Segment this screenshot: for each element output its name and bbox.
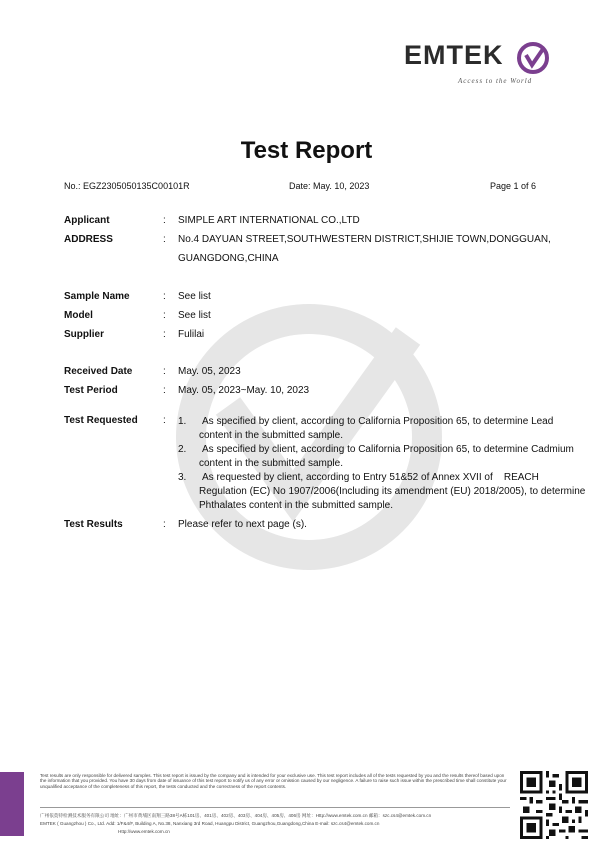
logo-tagline: Access to the World	[458, 77, 533, 85]
received-date-label: Received Date	[64, 366, 133, 377]
request-2-number: 2.	[178, 444, 187, 455]
test-period-label: Test Period	[64, 385, 118, 396]
request-2-line-2: content in the submitted sample.	[199, 458, 343, 469]
colon: :	[163, 366, 166, 377]
logo-wordmark: EMTEK	[404, 40, 504, 70]
address-label: ADDRESS	[64, 234, 113, 245]
colon: :	[163, 385, 166, 396]
request-1-line-2: content in the submitted sample.	[199, 430, 343, 441]
request-3-line-3: Phthalates content in the submitted sample.	[199, 500, 394, 511]
footer-divider	[40, 807, 510, 808]
colon: :	[163, 415, 166, 426]
colon: :	[163, 291, 166, 302]
footer-address-en: EMTEK ( Guangzhou ) Co., Ltd. Add: 1/F&4/F, Building A, No.38, Nanxiang 3rd Road, Huangpu District, Guangzhou,Guangdong,China E-mail: szc.cs4@emtek.com.cn	[40, 821, 380, 826]
supplier-label: Supplier	[64, 329, 105, 340]
footer-website: Http://www.emtek.com.cn	[118, 829, 170, 834]
sample-name-value: See list	[178, 291, 211, 302]
test-results-value: Please refer to next page (s).	[178, 519, 307, 530]
sample-name-label: Sample Name	[64, 291, 130, 302]
footer-accent-bar	[0, 772, 24, 836]
supplier-value: Fulilai	[178, 329, 205, 340]
request-3-line-2: Regulation (EC) No 1907/2006(Including its amendment (EU) 2018/2005), to determine	[199, 486, 586, 497]
colon: :	[163, 234, 166, 245]
model-label: Model	[64, 310, 93, 321]
page-title: Test Report	[240, 137, 373, 164]
colon: :	[163, 310, 166, 321]
test-results-label: Test Results	[64, 519, 123, 530]
request-2-line-1: As specified by client, according to California Proposition 65, to determine Cadmium	[202, 444, 574, 455]
colon: :	[163, 519, 166, 530]
emtek-logo	[404, 40, 554, 90]
footer-address-cn: 广州依莫特检测技术服务有限公司 地址：广州市黄埔区南翔三路38号A栋101房、401房、402房、403房、404房、405房、406房 网址：Http://www.emtek.com.cn 邮箱：szc.cs4@emtek.com.cn	[40, 813, 432, 818]
test-period-value: May. 05, 2023~May. 10, 2023	[178, 385, 310, 396]
applicant-value: SIMPLE ART INTERNATIONAL CO.,LTD	[178, 215, 360, 226]
colon: :	[163, 329, 166, 340]
request-3-number: 3.	[178, 472, 187, 483]
received-date-value: May. 05, 2023	[178, 366, 241, 377]
address-line-2: GUANGDONG,CHINA	[178, 253, 279, 264]
model-value: See list	[178, 310, 211, 321]
footer-disclaimer: Test results are only responsible for delivered samples. This test report is issued by the company and is intended for your exclusive use. This test report includes all of the tests requested by you and the results thereof based upon the information that you provided. You have 30 days from date of issuance of this test report to notify us of any error or omission caused by our negligence. A failure to raise such issue within the prescribed time shall constitute your unqualified acceptance of the completeness of this report, the tests conducted and the correctness of the report contents.	[40, 773, 507, 789]
report-number: No.: EGZ2305050135C00101R	[64, 181, 190, 191]
request-3-line-1: As requested by client, according to Entry 51&52 of Annex XVII of REACH	[202, 472, 539, 483]
address-line-1: No.4 DAYUAN STREET,SOUTHWESTERN DISTRICT,SHIJIE TOWN,DONGGUAN,	[178, 234, 551, 245]
qr-code-icon	[520, 771, 588, 839]
request-1-line-1: As specified by client, according to California Proposition 65, to determine Lead	[202, 416, 554, 427]
colon: :	[163, 215, 166, 226]
report-date: Date: May. 10, 2023	[289, 181, 370, 191]
logo-check-circle-icon	[516, 41, 550, 75]
page-number: Page 1 of 6	[490, 181, 537, 191]
applicant-label: Applicant	[64, 215, 110, 226]
request-1-number: 1.	[178, 416, 187, 427]
test-requested-label: Test Requested	[64, 415, 138, 426]
